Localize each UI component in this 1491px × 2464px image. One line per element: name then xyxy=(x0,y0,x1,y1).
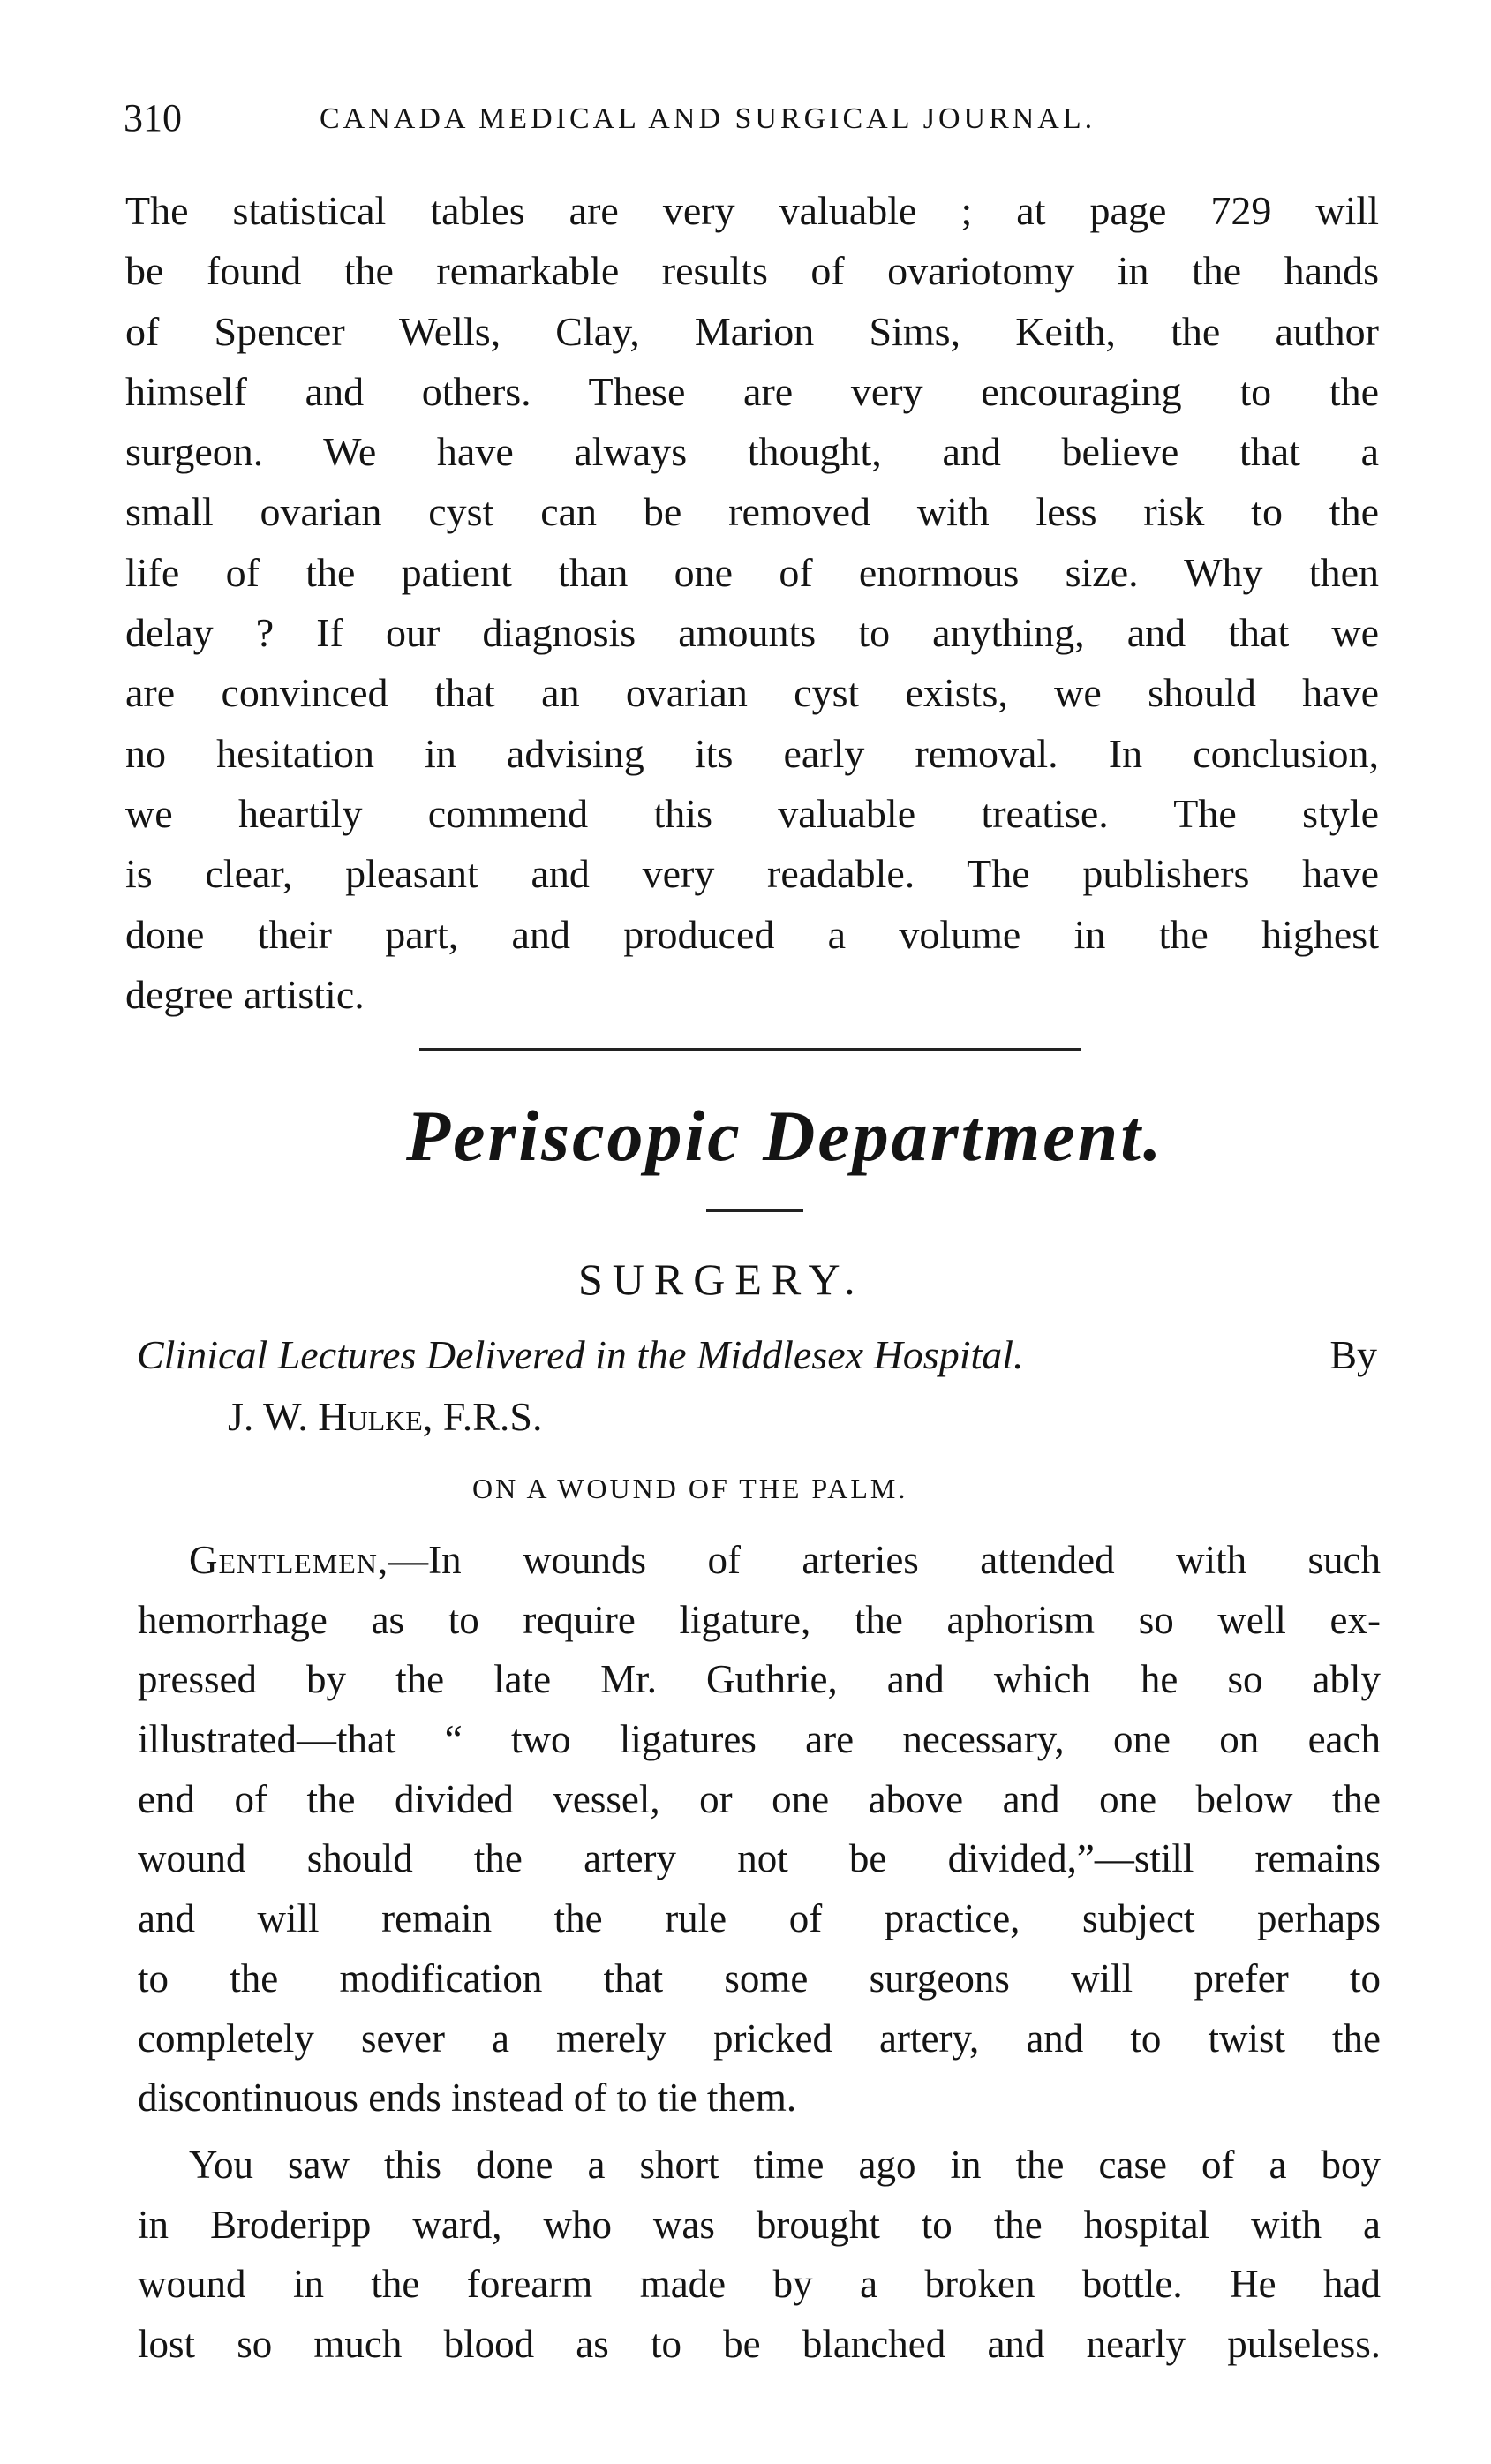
review-line: himself and others. These are very encouraging to the xyxy=(125,368,1379,414)
body-line: hemorrhage as to require ligature, the aphorism so well ex- xyxy=(138,1597,1381,1642)
body-line: completely sever a merely pricked artery, and to twist the xyxy=(138,2016,1381,2061)
body-line-text: —In wounds of arteries attended with such xyxy=(388,1538,1381,1582)
lecture-title-text: Clinical Lectures Delivered in the Middlesex Hospital. xyxy=(137,1332,1024,1377)
body-line: wound should the artery not be divided,”—still remains xyxy=(138,1836,1381,1881)
review-line: of Spencer Wells, Clay, Marion Sims, Keith, the author xyxy=(125,308,1379,354)
body-line: pressed by the late Mr. Guthrie, and which he so ably xyxy=(138,1657,1381,1702)
body-line: to the modification that some surgeons will prefer to xyxy=(138,1955,1381,2001)
review-line: degree artistic. xyxy=(125,971,365,1017)
lecture-subheading: ON A WOUND OF THE PALM. xyxy=(472,1473,908,1504)
department-title: Periscopic Department. xyxy=(406,1096,1164,1176)
review-line: no hesitation in advising its early removal. In conclusion, xyxy=(125,730,1379,776)
journal-title: CANADA MEDICAL AND SURGICAL JOURNAL. xyxy=(320,102,1096,135)
salutation: Gentlemen, xyxy=(189,1538,389,1582)
lecture-body xyxy=(138,1531,1381,2375)
paragraph-gap xyxy=(138,2129,1381,2136)
review-line: done their part, and produced a volume in the highest xyxy=(125,911,1379,957)
body-line: discontinuous ends instead of to tie them. xyxy=(138,2076,797,2121)
review-line: is clear, pleasant and very readable. The publishers have xyxy=(125,851,1379,897)
body-line: wound in the forearm made by a broken bottle. He had xyxy=(138,2262,1381,2307)
lecture-author: J. W. Hulke, F.R.S. xyxy=(228,1394,543,1439)
lecture-title xyxy=(137,1331,1390,1393)
review-line: surgeon. We have always thought, and believe that a xyxy=(125,429,1379,475)
review-line: delay ? If our diagnosis amounts to anything, and that we xyxy=(125,610,1379,656)
review-paragraph xyxy=(125,181,1379,1025)
review-line: are convinced that an ovarian cyst exists, we should have xyxy=(125,670,1379,716)
body-line: and will remain the rule of practice, subject perhaps xyxy=(138,1896,1381,1941)
body-line xyxy=(138,1531,1381,1591)
body-line: lost so much blood as to be blanched and nearly pulseless. xyxy=(138,2321,1381,2366)
short-divider xyxy=(706,1209,803,1212)
body-line: illustrated—that “ two ligatures are necessary, one on each xyxy=(138,1717,1381,1762)
lecture-by: By xyxy=(1329,1332,1377,1377)
review-line: we heartily commend this valuable treatise. The style xyxy=(125,790,1379,836)
review-line: be found the remarkable results of ovariotomy in the hands xyxy=(125,248,1379,294)
review-line: The statistical tables are very valuable ; at page 729 will xyxy=(125,188,1379,233)
section-divider xyxy=(419,1048,1081,1051)
page-number: 310 xyxy=(124,96,182,139)
body-line: You saw this done a short time ago in the case of a boy xyxy=(189,2142,1381,2187)
running-head xyxy=(124,95,1395,148)
review-line: life of the patient than one of enormous size. Why then xyxy=(125,549,1379,595)
section-heading: SURGERY. xyxy=(578,1255,865,1304)
review-line: small ovarian cyst can be removed with less risk to the xyxy=(125,489,1379,535)
body-line: in Broderipp ward, who was brought to the hospital with a xyxy=(138,2202,1381,2247)
body-line: end of the divided vessel, or one above and one below the xyxy=(138,1776,1381,1821)
